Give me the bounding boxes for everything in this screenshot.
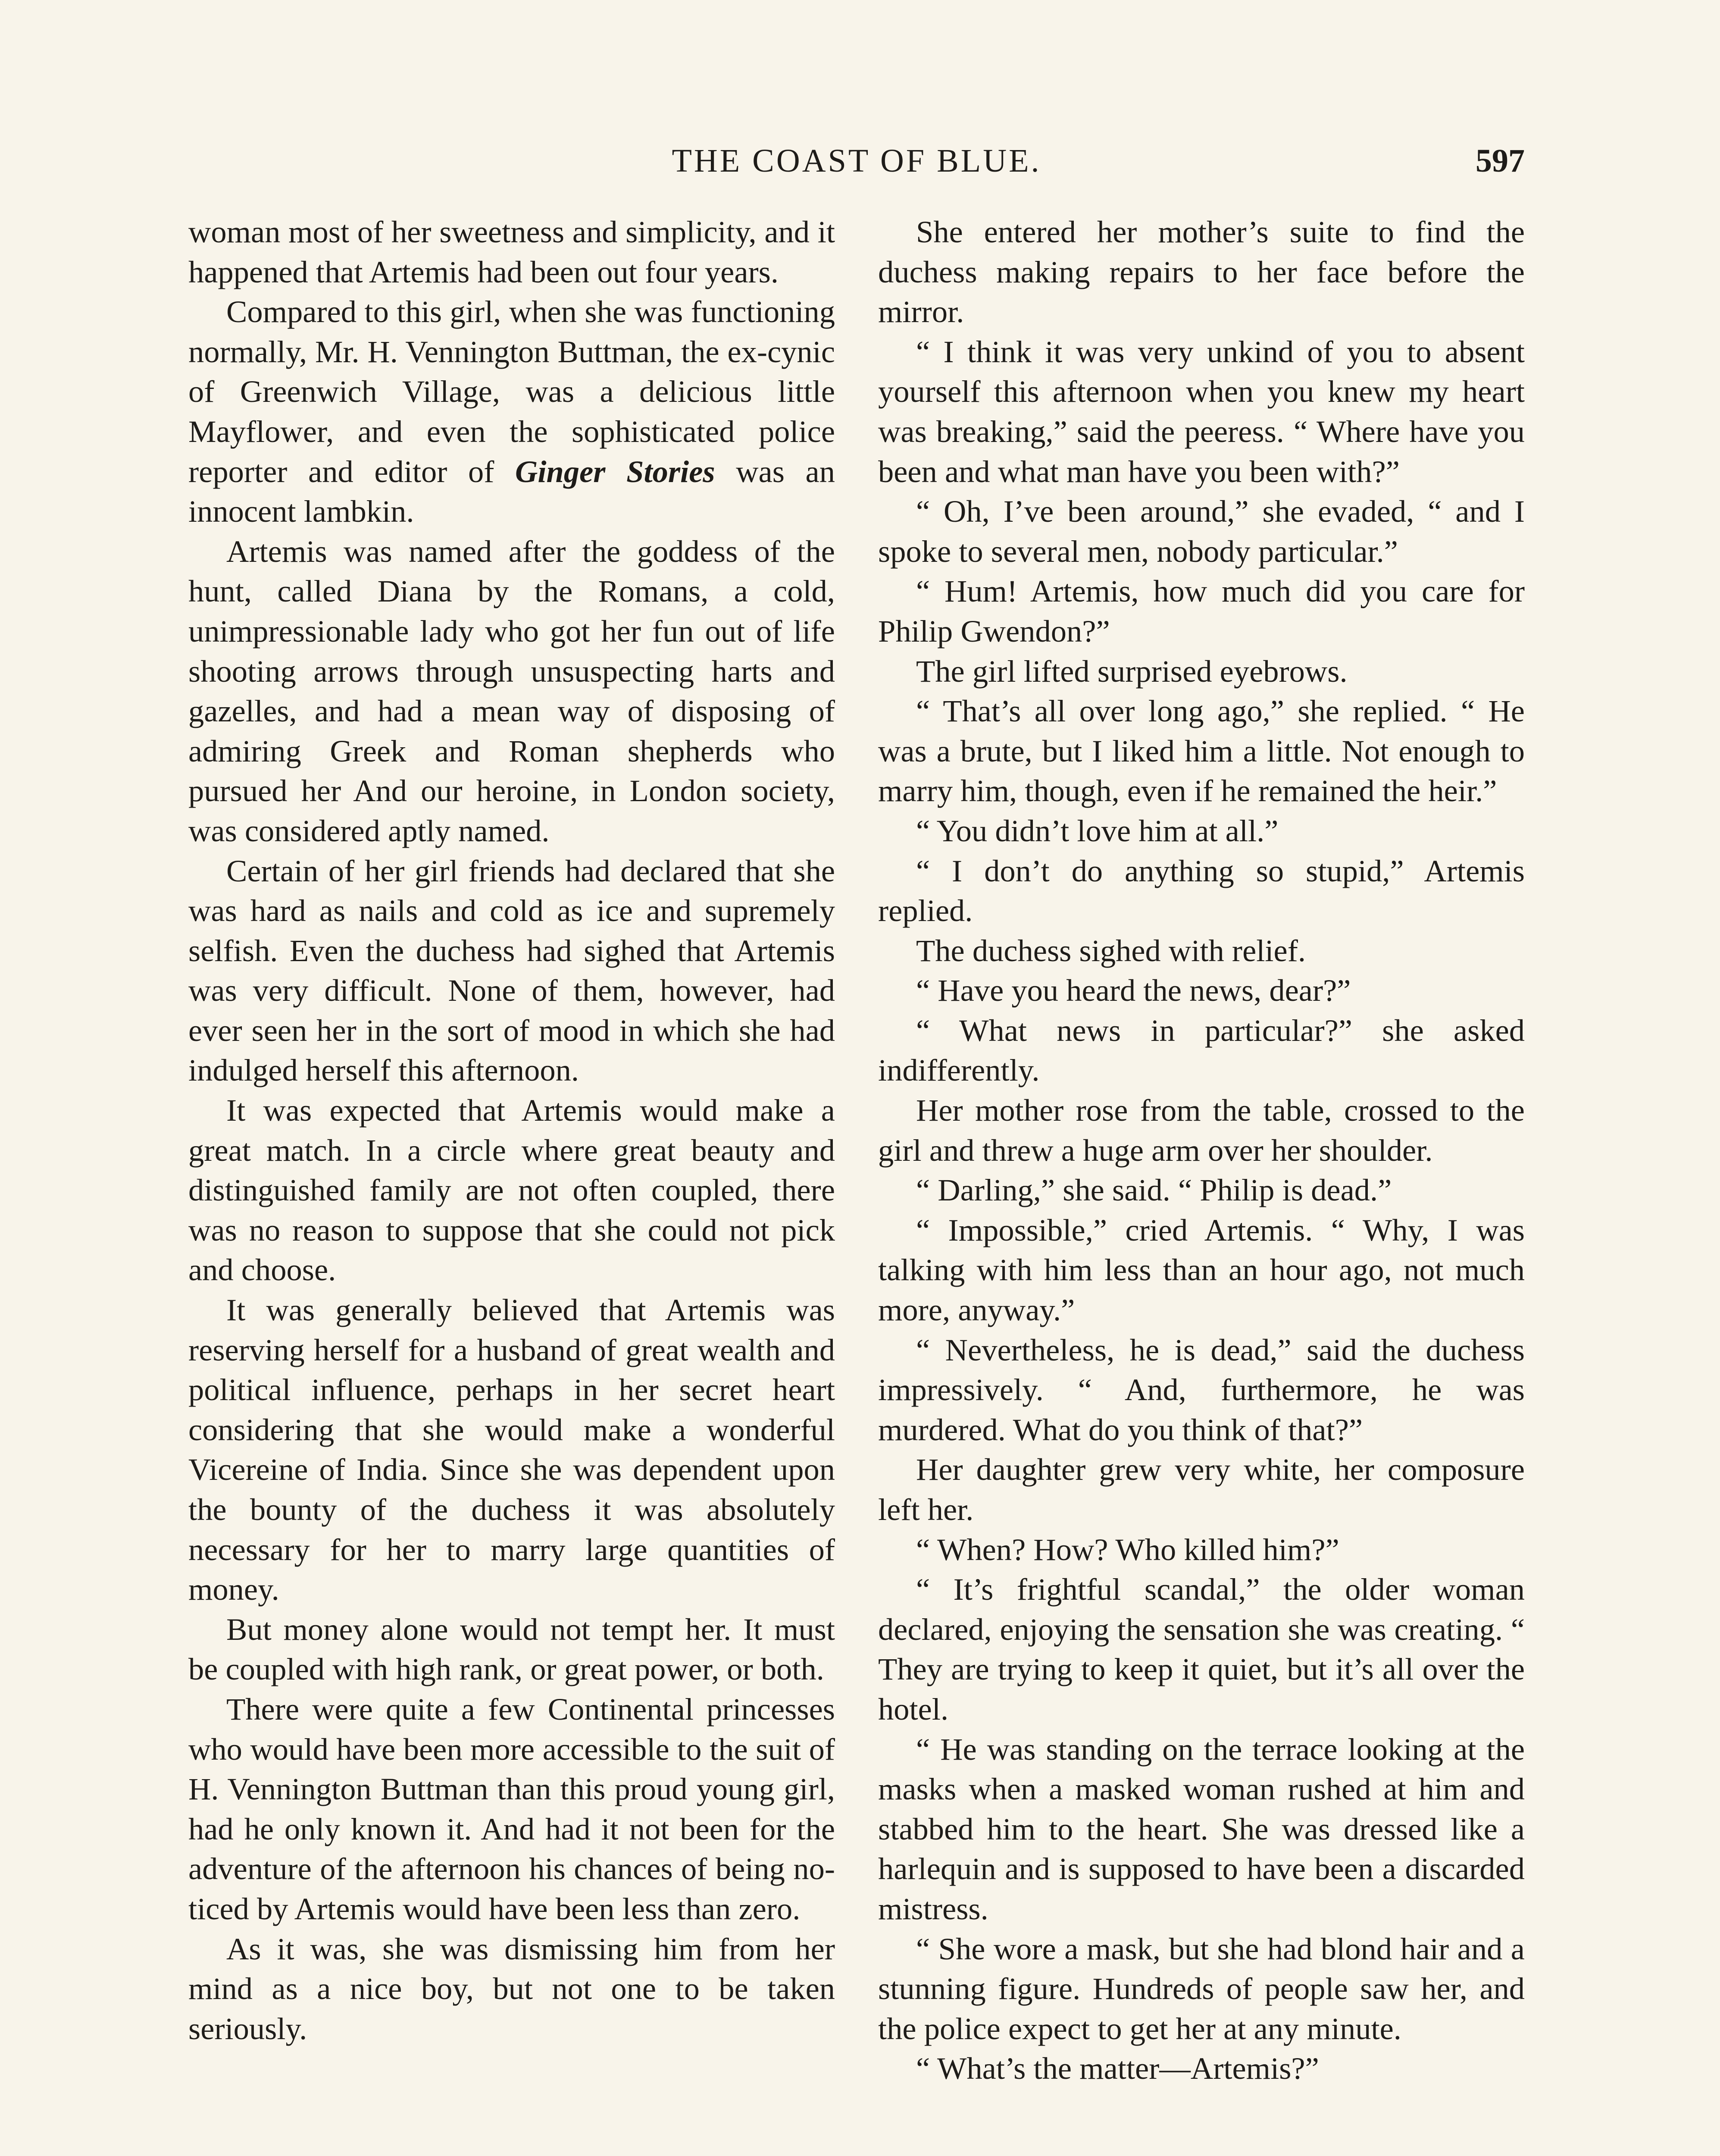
paragraph: “ Nevertheless, he is dead,” said the duchess impressively. “ And, furthermore, he was murdered. What do you think of that?” <box>878 1332 1525 1447</box>
running-header <box>188 137 1525 185</box>
paragraph: “ I think it was very unkind of you to absent yourself this afternoon when you knew my heart was breaking,” said the peeress. “ Where have you been and what man have you been with?” <box>878 334 1525 489</box>
paragraph: “ Have you heard the news, dear?” <box>916 973 1351 1008</box>
paragraph: Certain of her girl friends had declared that she was hard as nails and cold as ice and supremely selfish. Even the duchess had sighed that Artemis was very difficult. None of them, however, had ever seen her in the sort of mood in which she had indulged herself this afternoon. <box>188 853 835 1088</box>
paragraph: “ I don’t do anything so stupid,” Artemis replied. <box>878 853 1525 928</box>
paragraph: “ Darling,” she said. “ Philip is dead.” <box>916 1172 1392 1208</box>
right-column <box>878 212 1525 2089</box>
page-number: 597 <box>1476 143 1525 179</box>
paragraph: It was generally believed that Artemis was reserving herself for a husband of great wealth and political influence, perhaps in her secret heart considering that she would make a wonderful Vicereine of India. Since she was dependent upon the bounty of the duchess it was absolutely necessary for her to marry large quantities of money. <box>188 1292 835 1607</box>
paragraph: Her daughter grew very white, her composure left her. <box>878 1452 1525 1527</box>
paragraph: She entered her mother’s suite to find the duchess making repairs to her face before the mirror. <box>878 214 1525 329</box>
paragraph <box>188 292 835 532</box>
paragraph: “ Hum! Artemis, how much did you care for Philip Gwendon?” <box>878 573 1525 649</box>
paragraph: It was expected that Artemis would make a great match. In a circle where great beauty and distinguished family are not often coupled, there was no reason to suppose that she could not pick and choose. <box>188 1093 835 1288</box>
magazine-title: Ginger Stories <box>515 454 715 489</box>
paragraph: As it was, she was dismissing him from her mind as a nice boy, but not one to be taken seriously. <box>188 1931 835 2046</box>
paragraph-text-start: Compared to this girl, when she was functioning normally, Mr. H. Vennington Buttman, the ex-cynic of Greenwich Village, was a delicious little Mayflower, and even the sophisticated police reporter and editor of <box>188 294 835 489</box>
paragraph: Artemis was named after the goddess of the hunt, called Diana by the Romans, a cold, unimpressionable lady who got her fun out of life shooting arrows through unsuspecting harts and gazelles, and had a mean way of disposing of admiring Greek and Roman shepherds who pursued her And our heroine, in London society, was considered aptly named. <box>188 533 835 848</box>
paragraph: But money alone would not tempt her. It must be coupled with high rank, or great power, or both. <box>188 1611 835 1687</box>
paragraph: “ You didn’t love him at all.” <box>916 813 1279 848</box>
paragraph: “ She wore a mask, but she had blond hair and a stunning figure. Hundreds of people saw her, and the police expect to get her at any minute. <box>878 1931 1525 2046</box>
paragraph: “ He was standing on the terrace looking at the masks when a masked woman rushed at him and stabbed him to the heart. She was dressed like a harlequin and is supposed to have been a discarded mistress. <box>878 1731 1525 1926</box>
running-title: THE COAST OF BLUE. <box>672 143 1041 179</box>
paragraph: Her mother rose from the table, crossed to the girl and threw a huge arm over her shoulder. <box>878 1093 1525 1168</box>
paragraph: “ What news in particular?” she asked indifferently. <box>878 1012 1525 1088</box>
left-column <box>188 212 835 2049</box>
paragraph: woman most of her sweetness and simplicity, and it happened that Artemis had been out four years. <box>188 214 835 289</box>
paragraph: “ What’s the matter—Artemis?” <box>916 2051 1319 2086</box>
paragraph: The girl lifted surprised eyebrows. <box>916 653 1348 689</box>
paragraph: There were quite a few Continental princesses who would have been more accessible to the suit of H. Vennington Buttman than this proud young girl, had he only known it. And had it not been for the adventure of the afternoon his chances of being noticed by Artemis would have been less than zero. <box>188 1691 835 1926</box>
paragraph: “ That’s all over long ago,” she replied. “ He was a brute, but I liked him a little. Not enough to marry him, though, even if he remained the heir.” <box>878 693 1525 808</box>
paragraph: “ Oh, I’ve been around,” she evaded, “ and I spoke to several men, nobody particular.” <box>878 494 1525 569</box>
paragraph-text-end: was an innocent lambkin. <box>188 454 835 529</box>
paragraph: “ It’s frightful scandal,” the older woman declared, enjoying the sensation she was creating. “ They are trying to keep it quiet, but it’s all over the hotel. <box>878 1572 1525 1727</box>
paragraph: “ When? How? Who killed him?” <box>916 1532 1339 1567</box>
paragraph: “ Impossible,” cried Artemis. “ Why, I was talking with him less than an hour ago, not much more, anyway.” <box>878 1212 1525 1328</box>
paragraph: The duchess sighed with relief. <box>916 933 1306 968</box>
